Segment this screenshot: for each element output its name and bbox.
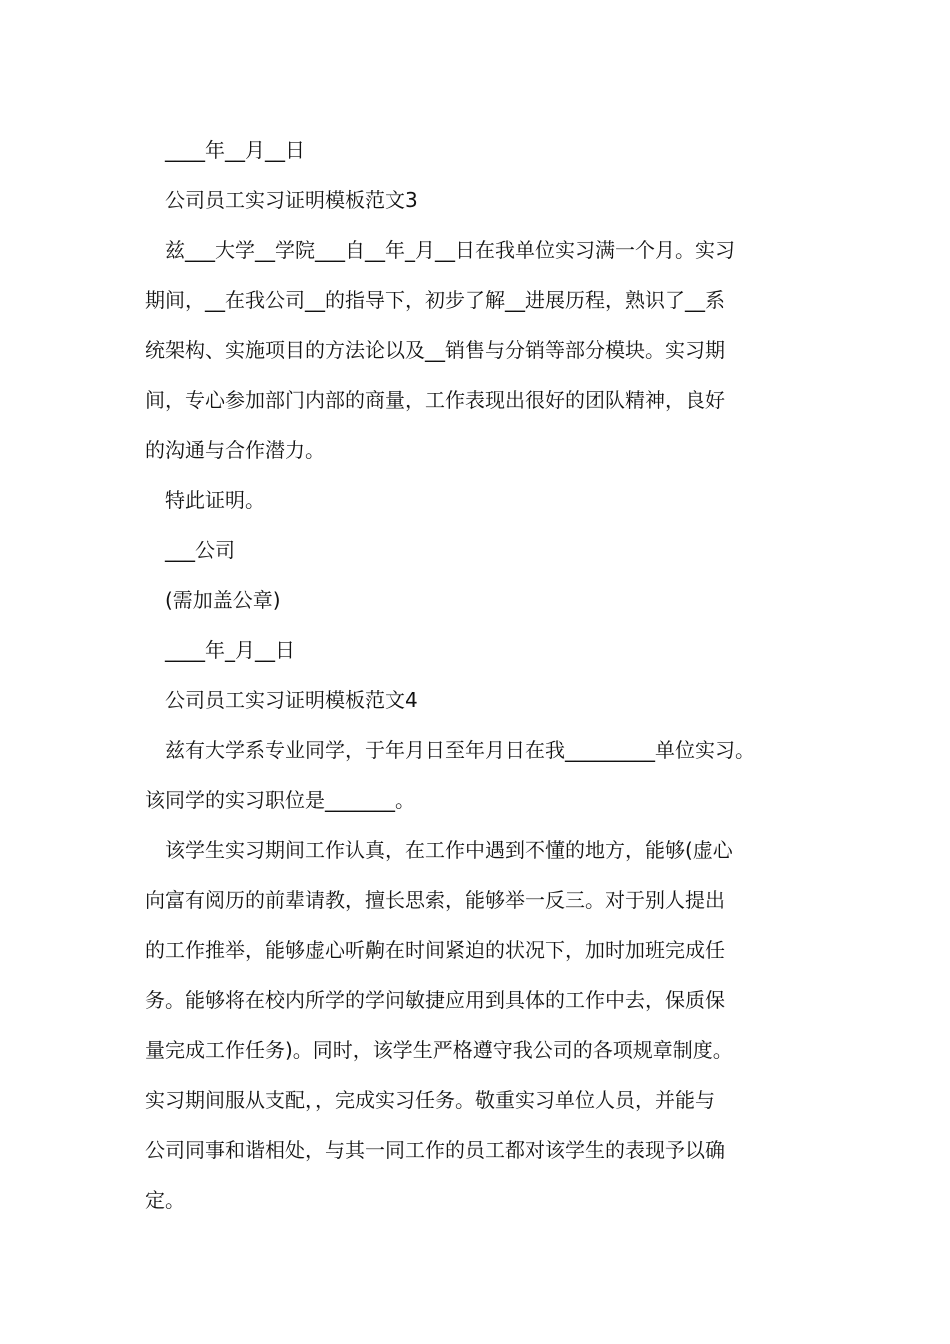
paragraph-line: 务。能够将在校内所学的学问敏捷应用到具体的工作中去，保质保 (145, 988, 725, 1012)
paragraph-line: 兹___大学__学院___自__年_月__日在我单位实习满一个月。实习 (165, 238, 735, 262)
paragraph-line: 量完成工作任务)。同时，该学生严格遵守我公司的各项规章制度。 (145, 1038, 733, 1062)
paragraph-line: 统架构、实施项目的方法论以及__销售与分销等部分模块。实习期 (145, 338, 725, 362)
paragraph-line: 公司同事和谐相处，与其一同工作的员工都对该学生的表现予以确 (145, 1138, 725, 1162)
paragraph-line: 的工作推举，能够虚心听齁在时间紧迫的状况下，加时加班完成任 (145, 938, 725, 962)
paragraph-line: 定。 (145, 1188, 185, 1212)
company-line: ___公司 (165, 538, 235, 562)
paragraph-line: 该同学的实习职位是_______。 (145, 788, 415, 812)
paragraph-line: 期间，__在我公司__的指导下，初步了解__进展历程，熟识了__系 (145, 288, 725, 312)
paragraph-line: 实习期间服从支配，，完成实习任务。敬重实习单位人员，并能与 (145, 1088, 715, 1112)
paragraph-line: 兹有大学系专业同学，于年月日至年月日在我_________单位实习。 (165, 738, 755, 762)
paragraph-line: 该学生实习期间工作认真，在工作中遇到不懂的地方，能够(虚心 (165, 838, 733, 862)
paragraph-line: 向富有阅历的前辈请教，擅长思索，能够举一反三。对于别人提出 (145, 888, 725, 912)
paragraph-line: 的沟通与合作潜力。 (145, 438, 325, 462)
section-heading-3: 公司员工实习证明模板范文3 (165, 188, 418, 212)
section-heading-4: 公司员工实习证明模板范文4 (165, 688, 418, 712)
certification-line: 特此证明。 (165, 488, 265, 512)
date-line-2: ____年_月__日 (165, 638, 295, 662)
date-line-1: ____年__月__日 (165, 138, 305, 162)
seal-note: (需加盖公章) (165, 588, 281, 612)
paragraph-line: 间，专心参加部门内部的商量，工作表现出很好的团队精神，良好 (145, 388, 725, 412)
